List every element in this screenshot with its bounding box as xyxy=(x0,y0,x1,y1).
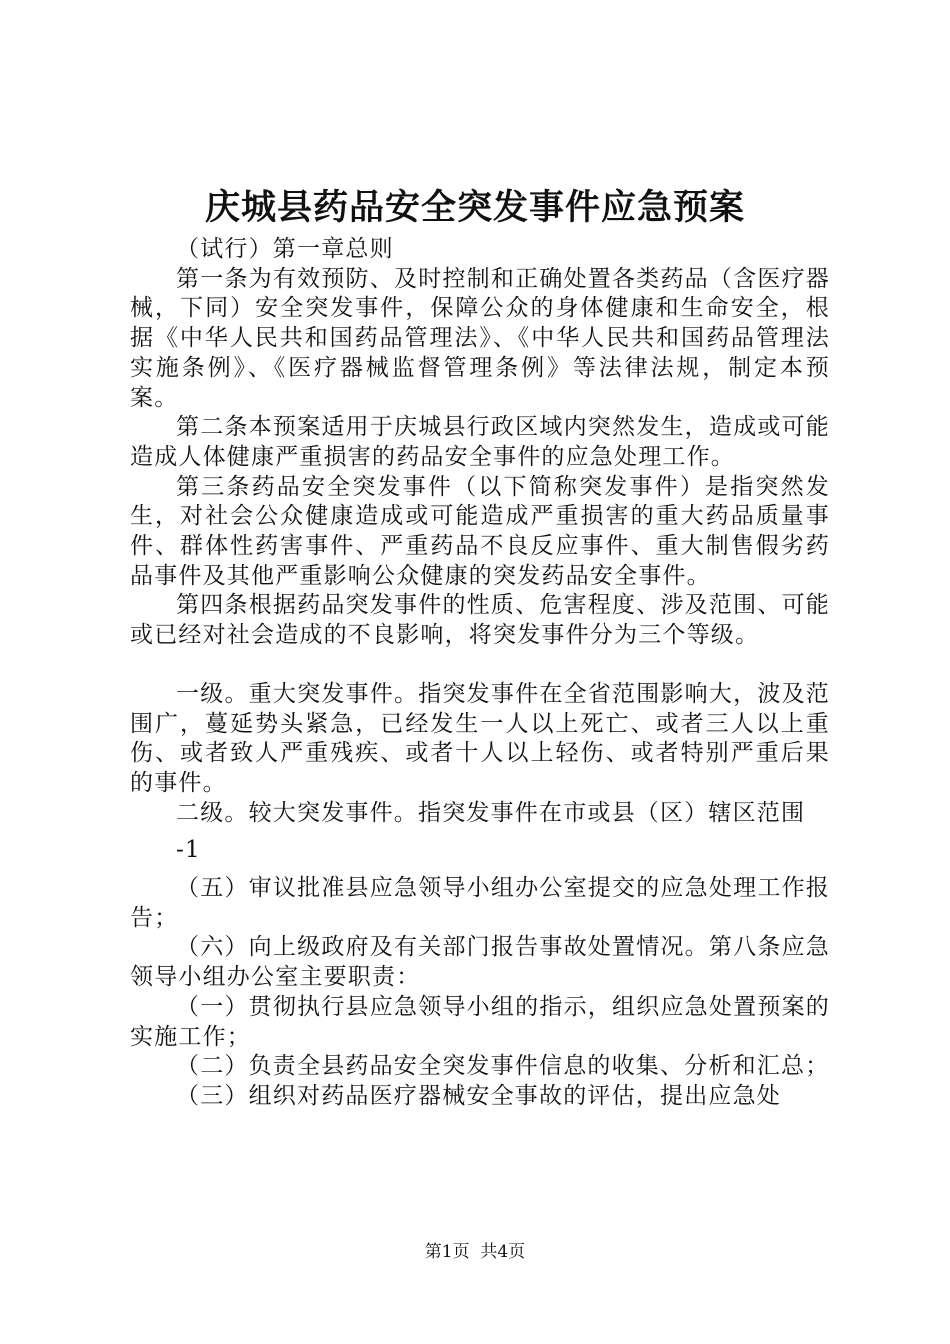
page-footer xyxy=(0,1240,950,1264)
office-duty-1-paragraph: （一）贯彻执行县应急领导小组的指示，组织应急处置预案的实施工作； xyxy=(130,993,830,1050)
page-break-marker: -1 xyxy=(176,837,201,864)
level-2-paragraph: 二级。较大突发事件。指突发事件在市或县（区）辖区范围 xyxy=(176,799,806,826)
article-1-paragraph: 第一条为有效预防、及时控制和正确处置各类药品（含医疗器械，下同）安全突发事件，保障公众的身体健康和生命安全，根据《中华人民共和国药品管理法》、《中华人民共和国药品管理法实施条例》、《医疗器械监督管理条例》等法律法规，制定本预案。 xyxy=(130,265,830,411)
page-total: 共4页 xyxy=(480,1242,526,1262)
document-body xyxy=(130,235,830,1112)
page-number: 第1页 xyxy=(424,1242,470,1262)
article-4-paragraph: 第四条根据药品突发事件的性质、危害程度、涉及范围、可能或已经对社会造成的不良影响，将突发事件分为三个等级。 xyxy=(130,592,830,649)
duty-6-paragraph: （六）向上级政府及有关部门报告事故处置情况。第八条应急领导小组办公室主要职责： xyxy=(130,934,830,991)
document-title: 庆城县药品安全突发事件应急预案 xyxy=(204,187,745,228)
duty-5-paragraph: （五）审议批准县应急领导小组办公室提交的应急处理工作报告； xyxy=(130,875,830,931)
article-3-paragraph: 第三条药品安全突发事件（以下简称突发事件）是指突然发生，对社会公众健康造成或可能造成严重损害的重大药品质量事件、群体性药害事件、严重药品不良反应事件、重大制售假劣药品事件及其他严重影响公众健康的突发药品安全事件。 xyxy=(130,473,830,589)
office-duty-2-paragraph: （二）负责全县药品安全突发事件信息的收集、分析和汇总； xyxy=(176,1053,830,1080)
office-duty-3-paragraph: （三）组织对药品医疗器械安全事故的评估，提出应急处 xyxy=(176,1082,781,1109)
subtitle-paragraph: （试行）第一章总则 xyxy=(176,236,394,262)
level-1-paragraph: 一级。重大突发事件。指突发事件在全省范围影响大，波及范围广，蔓延势头紧急，已经发生一人以上死亡、或者三人以上重伤、或者致人严重残疾、或者十人以上轻伤、或者特别严重后果的事件。 xyxy=(130,680,830,796)
article-2-paragraph: 第二条本预案适用于庆城县行政区域内突然发生，造成或可能造成人体健康严重损害的药品安全事件的应急处理工作。 xyxy=(130,414,830,470)
